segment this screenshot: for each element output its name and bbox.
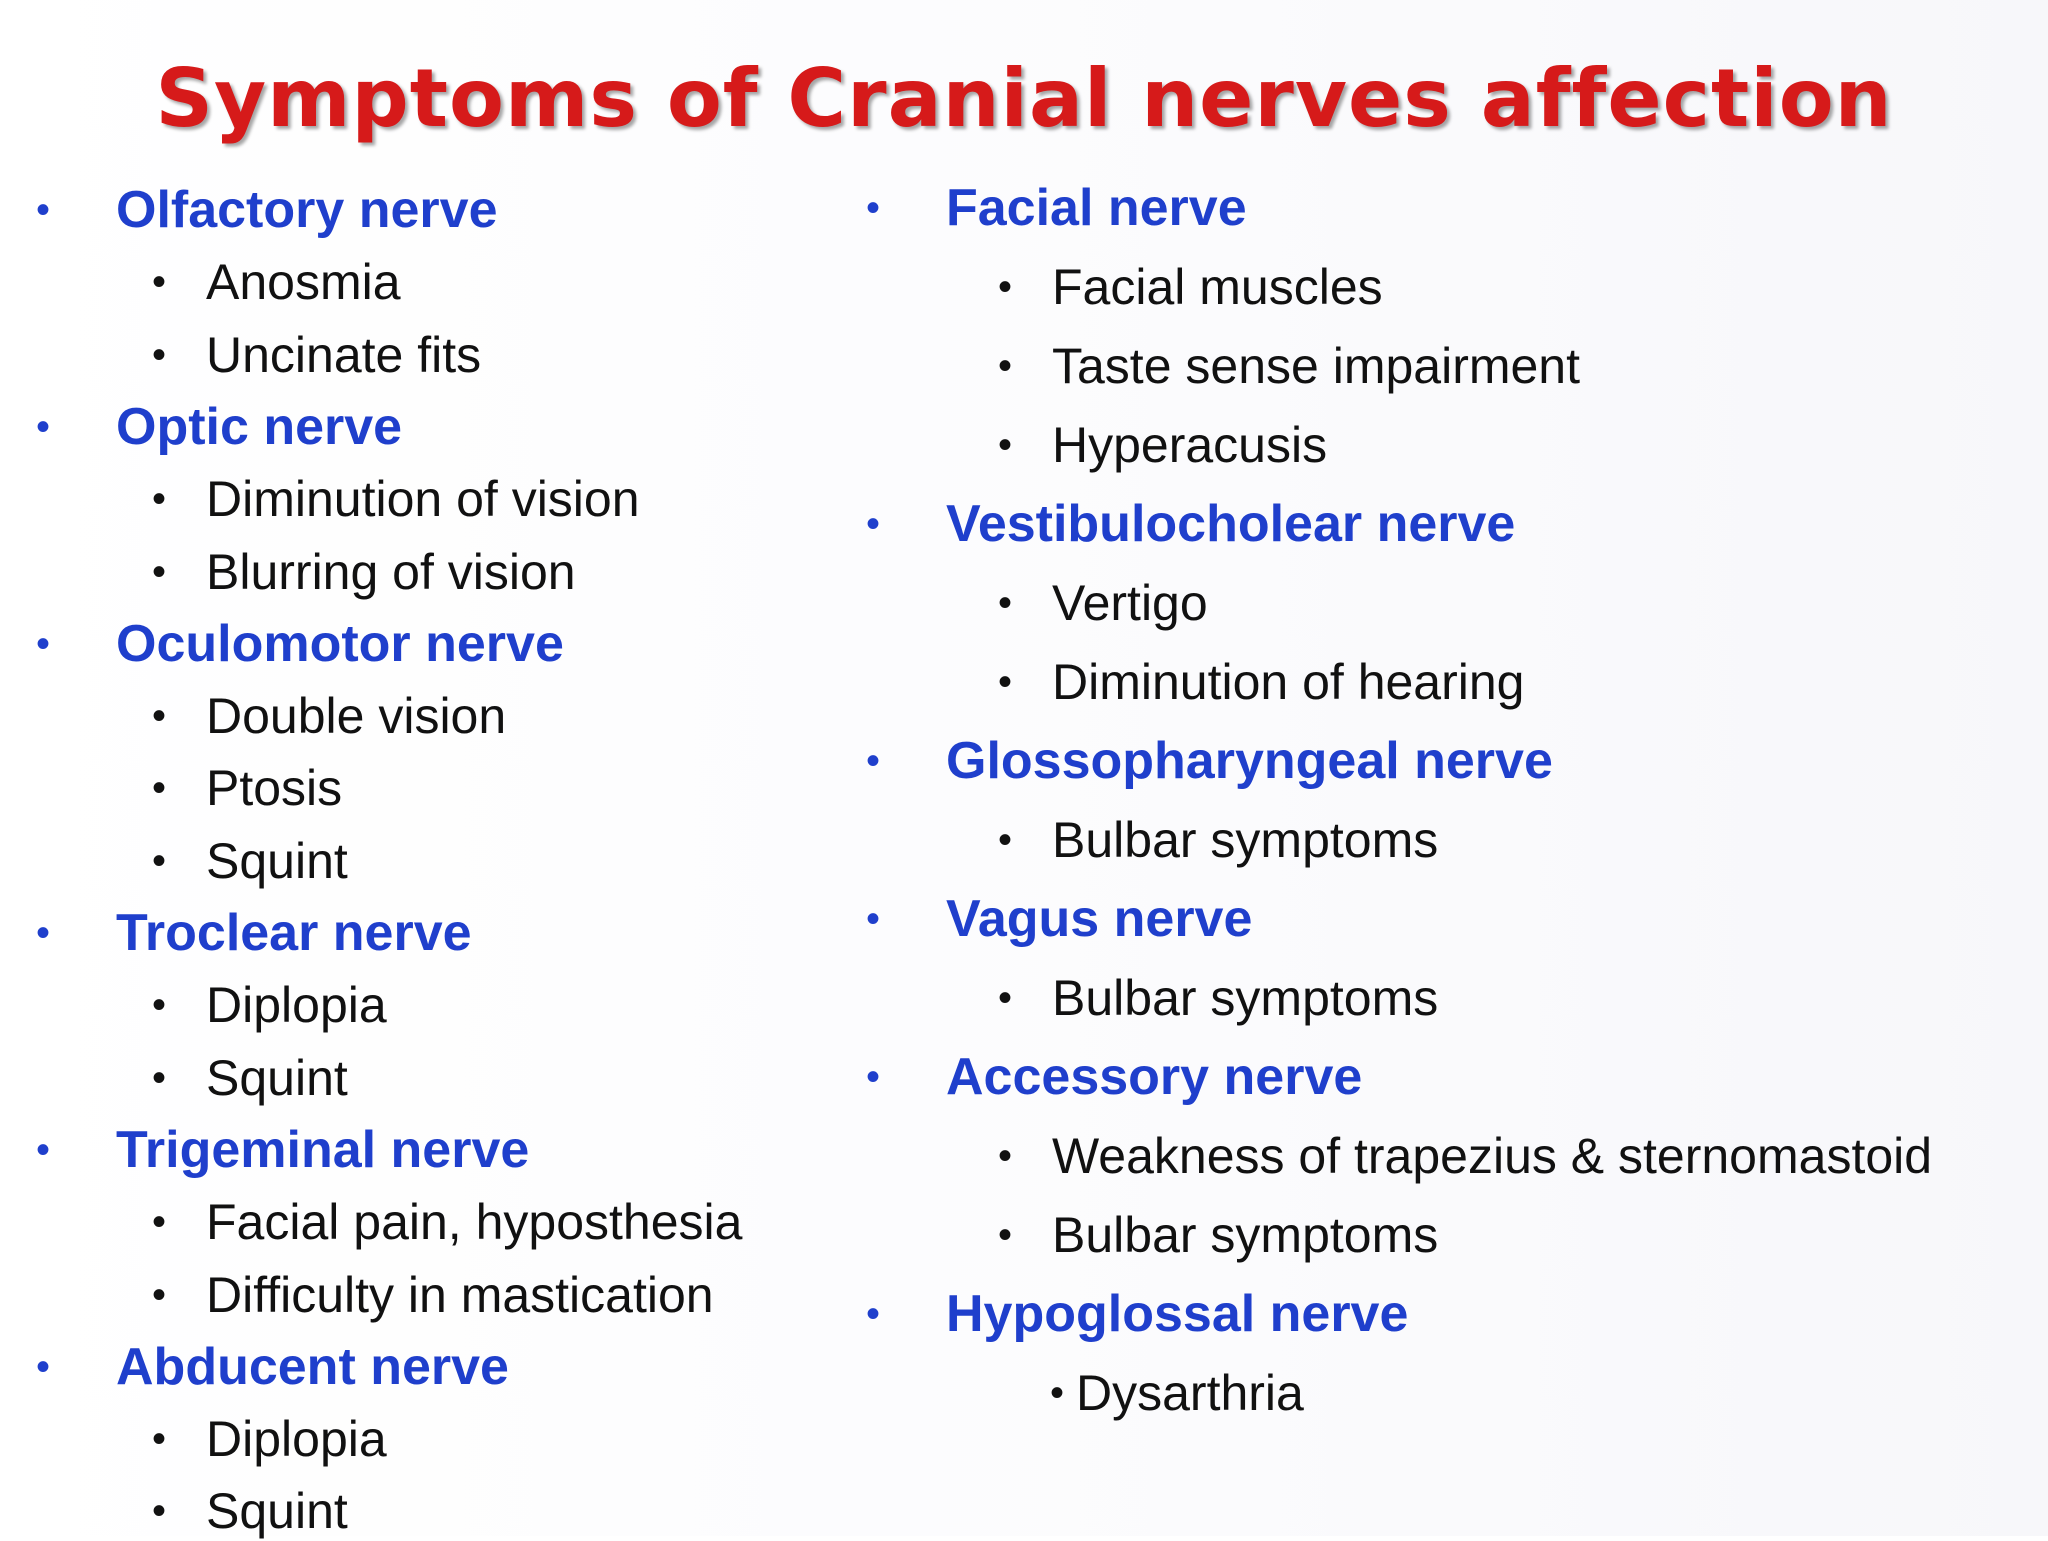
symptom-label: Diplopia [206,1411,387,1468]
bullet-icon: • [36,188,51,232]
symptom-label: Facial muscles [1052,259,1383,315]
symptom-label: Double vision [206,688,507,745]
bullet-icon: • [866,186,881,230]
bullet-icon: • [152,838,167,883]
nerve-heading [36,1337,509,1397]
bullet-icon: • [866,739,881,783]
symptom-label: Difficulty in mastication [206,1266,714,1323]
bullet-icon: • [998,660,1013,704]
symptom-item [998,573,1208,633]
nerve-heading [36,903,472,963]
symptom-item [152,1481,348,1541]
bullet-icon: • [152,260,167,305]
nerve-label: Hypoglossal nerve [946,1285,1409,1343]
bullet-icon: • [998,344,1013,388]
symptom-label: Hyperacusis [1052,417,1328,473]
bullet-icon: • [36,911,51,955]
bullet-icon: • [152,766,167,811]
symptom-item [152,1048,348,1108]
bullet-icon: • [998,423,1013,467]
nerve-label: Abducent nerve [116,1337,509,1396]
bullet-icon: • [1050,1371,1065,1415]
symptom-label: Blurring of vision [206,543,576,600]
symptom-label: Bulbar symptoms [1052,1207,1439,1263]
bullet-icon: • [152,477,167,522]
bullet-icon: • [998,581,1013,625]
symptom-item [152,542,576,602]
bullet-icon: • [152,1200,167,1245]
bullet-icon: • [152,332,167,377]
bullet-icon: • [36,404,51,449]
symptom-label: Diplopia [206,977,387,1034]
bullet-icon: • [998,265,1013,309]
bullet-icon: • [866,897,881,941]
symptom-label: Squint [206,1483,348,1540]
nerve-label: Trigeminal nerve [116,1120,530,1179]
bullet-icon: • [866,1055,881,1099]
symptom-item [152,758,343,818]
symptom-item [998,257,1383,317]
symptom-label: Anosmia [206,254,401,311]
nerve-heading [866,178,1247,238]
nerve-label: Vagus nerve [946,890,1253,948]
bullet-icon: • [152,694,167,739]
symptom-label: Dysarthria [1076,1365,1304,1421]
nerve-heading [36,397,403,457]
symptom-item [152,252,401,312]
symptom-label: Ptosis [206,760,343,817]
bullet-icon: • [866,502,881,546]
bullet-icon: • [998,818,1013,862]
symptom-item [152,831,348,891]
nerve-label: Vestibulocholear nerve [946,495,1516,553]
symptom-item [998,810,1439,870]
bullet-icon: • [152,983,167,1028]
symptom-label: Diminution of vision [206,471,640,528]
nerve-label: Troclear nerve [116,904,472,962]
nerve-heading [866,889,1253,949]
bullet-icon: • [36,1127,51,1172]
symptom-item [152,686,507,746]
bullet-icon: • [36,1344,51,1389]
bullet-icon: • [152,549,167,594]
nerve-label: Facial nerve [946,179,1247,237]
nerve-label: Olfactory nerve [116,181,498,239]
symptom-item [152,469,640,529]
nerve-label: Oculomotor nerve [116,614,564,673]
symptom-item [998,652,1525,712]
nerve-label: Optic nerve [116,397,403,456]
symptom-label: Bulbar symptoms [1052,970,1439,1026]
symptom-item [1050,1363,1304,1423]
symptom-label: Vertigo [1052,575,1208,631]
bullet-icon: • [152,1272,167,1317]
symptom-item [152,1409,387,1469]
symptom-label: Facial pain, hyposthesia [206,1194,743,1251]
nerve-heading [866,494,1516,554]
symptom-label: Squint [206,832,348,889]
symptom-item [998,968,1439,1028]
symptom-label: Diminution of hearing [1052,654,1525,710]
symptom-label: Uncinate fits [206,326,482,383]
symptom-item [152,1265,714,1325]
nerve-label: Glossopharyngeal nerve [946,732,1553,790]
nerve-heading [36,180,498,240]
bullet-icon: • [152,1489,167,1534]
nerve-heading [866,1284,1409,1344]
nerve-heading [866,1047,1363,1107]
bullet-icon: • [998,1213,1013,1257]
symptom-label: Bulbar symptoms [1052,812,1439,868]
symptom-item [998,336,1581,396]
symptom-item [998,1126,1933,1186]
symptom-label: Weakness of trapezius & sternomastoid [1052,1128,1933,1184]
bullet-icon: • [152,1055,167,1100]
bullet-icon: • [998,1134,1013,1178]
symptom-label: Squint [206,1049,348,1106]
symptom-label: Taste sense impairment [1052,338,1581,394]
bullet-icon: • [152,1417,167,1462]
nerve-heading [36,1120,530,1180]
bullet-icon: • [36,621,51,666]
symptom-item [152,1192,743,1252]
nerve-heading [36,614,564,674]
symptom-item [152,975,387,1035]
nerve-label: Accessory nerve [946,1048,1363,1106]
bullet-icon: • [998,976,1013,1020]
symptom-item [998,1205,1439,1265]
slide-title: Symptoms of Cranial nerves affection [155,52,1893,145]
symptom-item [152,325,482,385]
bullet-icon: • [866,1292,881,1336]
nerve-heading [866,731,1553,791]
symptom-item [998,415,1328,475]
